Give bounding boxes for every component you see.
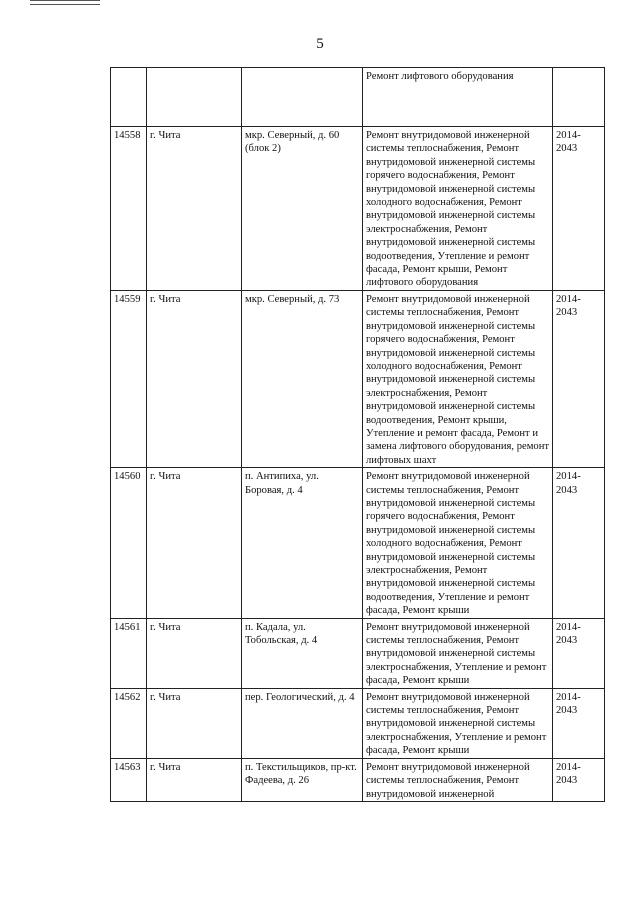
period-cell: 2014-2043	[553, 758, 605, 801]
row-number: 14558	[111, 127, 147, 291]
works-cell: Ремонт внутридомовой инженерной системы теплоснабжения, Ремонт внутридомовой инженерной системы горячего водоснабжения, Ремонт внутридомовой инженерной системы холодного водоснабжения, Ремонт внутридомовой инженерной системы электроснабжения, Ремонт внутридомовой инженерной системы водоотведения, Утепление и ремонт фасада, Ремонт крыши	[363, 468, 553, 618]
row-number: 14559	[111, 290, 147, 467]
corner-rule	[30, 0, 100, 5]
row-number	[111, 68, 147, 127]
address-cell: п. Антипиха, ул. Боровая, д. 4	[242, 468, 363, 618]
address-cell: п. Кадала, ул. Тобольская, д. 4	[242, 618, 363, 688]
table-row	[111, 688, 605, 758]
city-cell: г. Чита	[147, 468, 242, 618]
works-cell: Ремонт лифтового оборудования	[363, 68, 553, 127]
works-cell: Ремонт внутридомовой инженерной системы теплоснабжения, Ремонт внутридомовой инженерной системы горячего водоснабжения, Ремонт внутридомовой инженерной системы холодного водоснабжения, Ремонт внутридомовой инженерной системы электроснабжения, Ремонт внутридомовой инженерной системы водоотведения, Утепление и ремонт фасада, Ремонт крыши, Ремонт лифтового оборудования	[363, 127, 553, 291]
city-cell: г. Чита	[147, 618, 242, 688]
works-cell: Ремонт внутридомовой инженерной системы теплоснабжения, Ремонт внутридомовой инженерной системы горячего водоснабжения, Ремонт внутридомовой инженерной системы холодного водоснабжения, Ремонт внутридомовой инженерной системы электроснабжения, Ремонт внутридомовой инженерной системы водоотведения, Ремонт крыши, Утепление и ремонт фасада, Ремонт и замена лифтового оборудования, ремонт лифтовых шахт	[363, 290, 553, 467]
period-cell: 2014-2043	[553, 618, 605, 688]
table-row	[111, 758, 605, 801]
page-number: 5	[316, 36, 324, 52]
city-cell: г. Чита	[147, 688, 242, 758]
table-row	[111, 618, 605, 688]
address-cell: пер. Геологический, д. 4	[242, 688, 363, 758]
table-row	[111, 290, 605, 467]
row-number: 14560	[111, 468, 147, 618]
table-row	[111, 127, 605, 291]
works-cell: Ремонт внутридомовой инженерной системы теплоснабжения, Ремонт внутридомовой инженерной	[363, 758, 553, 801]
period-cell: 2014-2043	[553, 688, 605, 758]
table-row	[111, 468, 605, 618]
period-cell: 2014-2043	[553, 127, 605, 291]
address-cell	[242, 68, 363, 127]
address-cell: мкр. Северный, д. 73	[242, 290, 363, 467]
address-cell: мкр. Северный, д. 60 (блок 2)	[242, 127, 363, 291]
period-cell: 2014-2043	[553, 290, 605, 467]
city-cell: г. Чита	[147, 290, 242, 467]
works-cell: Ремонт внутридомовой инженерной системы теплоснабжения, Ремонт внутридомовой инженерной системы электроснабжения, Утепление и ремонт фасада, Ремонт крыши	[363, 688, 553, 758]
row-number: 14563	[111, 758, 147, 801]
city-cell: г. Чита	[147, 758, 242, 801]
works-cell: Ремонт внутридомовой инженерной системы теплоснабжения, Ремонт внутридомовой инженерной системы электроснабжения, Утепление и ремонт фасада, Ремонт крыши	[363, 618, 553, 688]
period-cell: 2014-2043	[553, 468, 605, 618]
registry-table	[110, 67, 605, 802]
city-cell: г. Чита	[147, 127, 242, 291]
period-cell	[553, 68, 605, 127]
address-cell: п. Текстильщиков, пр-кт. Фадеева, д. 26	[242, 758, 363, 801]
row-number: 14562	[111, 688, 147, 758]
table-row	[111, 68, 605, 127]
city-cell	[147, 68, 242, 127]
row-number: 14561	[111, 618, 147, 688]
